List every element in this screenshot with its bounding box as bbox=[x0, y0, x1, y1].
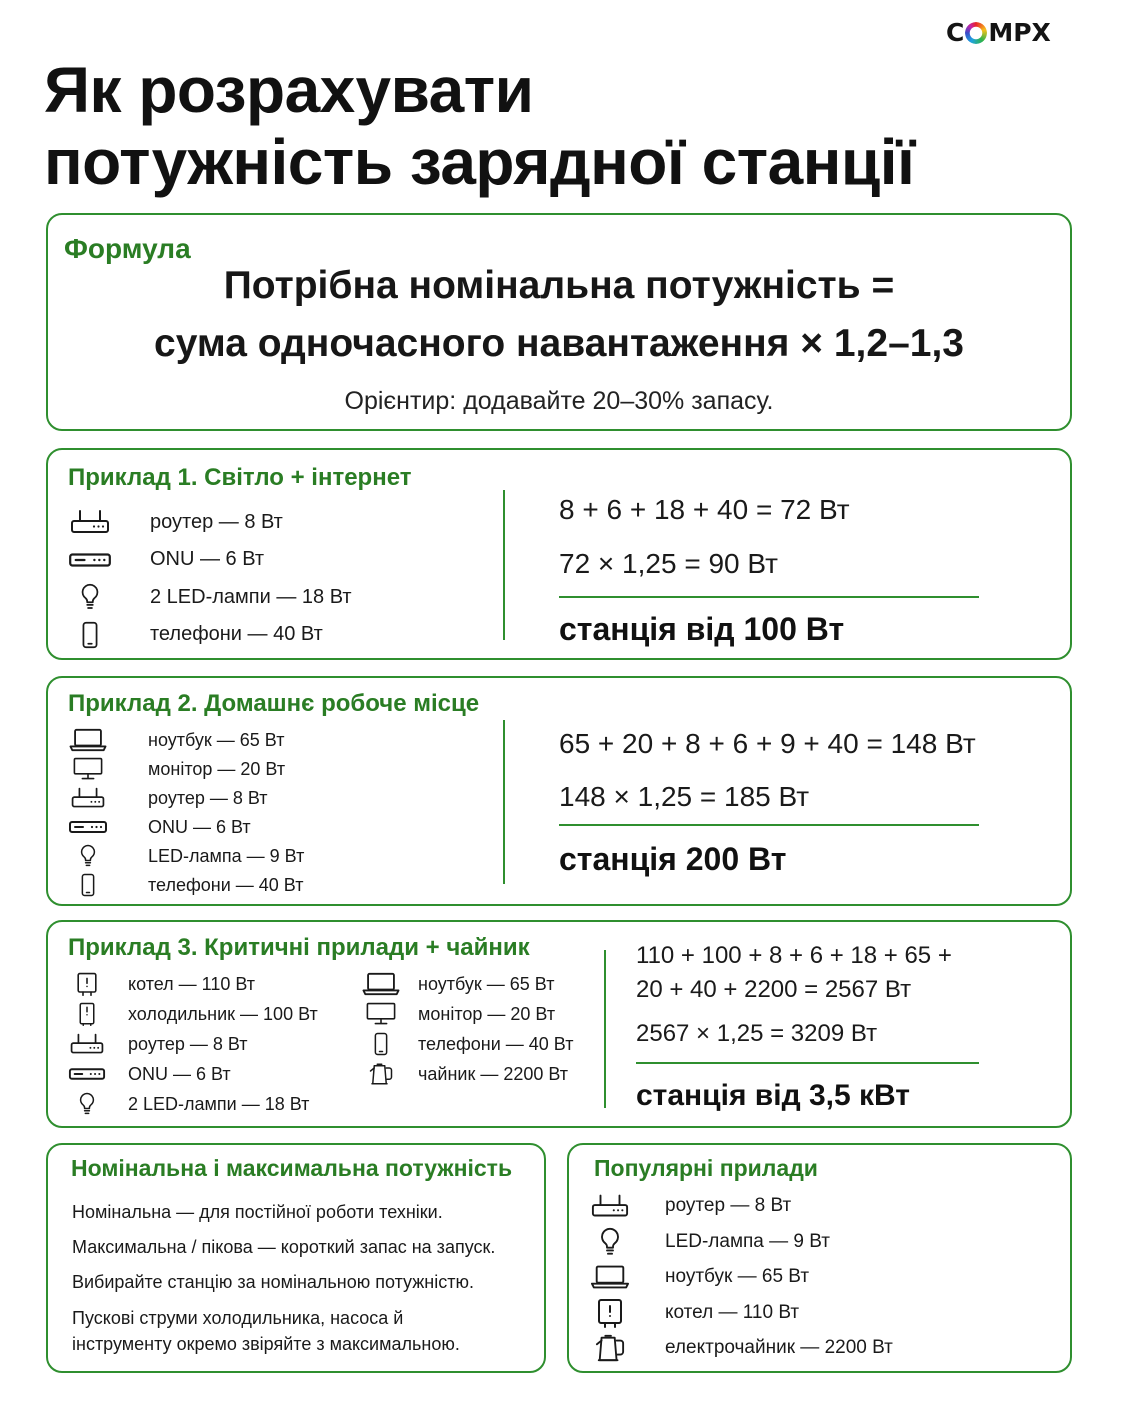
kettle-icon bbox=[591, 1333, 629, 1363]
example3-result-rule bbox=[636, 1062, 979, 1064]
example3-divider bbox=[604, 950, 606, 1108]
example2-card bbox=[46, 676, 1072, 906]
logo-ring-icon bbox=[965, 22, 987, 44]
device-label: телефони — 40 Вт bbox=[148, 874, 304, 895]
example1-card bbox=[46, 448, 1072, 660]
device-item bbox=[591, 1262, 809, 1292]
device-item bbox=[68, 844, 304, 868]
device-item bbox=[68, 815, 251, 839]
device-item bbox=[591, 1191, 791, 1221]
device-label: роутер — 8 Вт bbox=[665, 1195, 792, 1216]
nominal-text-3: Вибирайте станцію за номінальною потужністю. bbox=[72, 1272, 474, 1292]
device-item bbox=[68, 1062, 231, 1086]
bulb-icon bbox=[68, 583, 112, 611]
example2-result: станція 200 Вт bbox=[559, 841, 787, 877]
example1-sum: 8 + 6 + 18 + 40 = 72 Вт bbox=[559, 494, 850, 525]
device-item bbox=[68, 1032, 248, 1056]
example1-heading: Приклад 1. Світло + інтернет bbox=[68, 464, 412, 491]
device-item bbox=[591, 1298, 799, 1328]
bulb-icon bbox=[591, 1227, 629, 1257]
example1-divider bbox=[503, 490, 505, 640]
bulb-icon bbox=[68, 844, 108, 868]
device-item bbox=[68, 786, 268, 810]
example2-result-rule bbox=[559, 824, 979, 826]
nominal-text-1: Номінальна — для постійної роботи техніки. bbox=[72, 1202, 443, 1222]
device-label: 2 LED-лампи — 18 Вт bbox=[150, 585, 352, 608]
monitor-icon bbox=[68, 757, 108, 781]
formula-heading: Формула bbox=[64, 233, 191, 264]
device-label: 2 LED-лампи — 18 Вт bbox=[128, 1093, 310, 1114]
router-icon bbox=[68, 786, 108, 810]
example2-margin: 148 × 1,25 = 185 Вт bbox=[559, 781, 810, 812]
nominal-heading: Номінальна і максимальна потужність bbox=[71, 1155, 513, 1181]
example2-divider bbox=[503, 720, 505, 884]
phone-icon bbox=[68, 873, 108, 897]
example2-sum: 65 + 20 + 8 + 6 + 9 + 40 = 148 Вт bbox=[559, 728, 976, 759]
device-item bbox=[68, 508, 283, 536]
logo-text-end: MPX bbox=[988, 18, 1051, 47]
phone-icon bbox=[362, 1032, 400, 1056]
example3-card bbox=[46, 920, 1072, 1128]
nominal-text-2: Максимальна / пікова — короткий запас на запуск. bbox=[72, 1237, 496, 1257]
device-label: телефони — 40 Вт bbox=[418, 1033, 574, 1054]
device-label: ONU — 6 Вт bbox=[148, 816, 251, 837]
device-label: LED-лампа — 9 Вт bbox=[148, 845, 305, 866]
device-label: монітор — 20 Вт bbox=[148, 758, 286, 779]
example3-heading: Приклад 3. Критичні прилади + чайник bbox=[68, 934, 530, 961]
popular-heading: Популярні прилади bbox=[594, 1155, 818, 1181]
phone-icon bbox=[68, 621, 112, 649]
kettle-icon bbox=[362, 1062, 400, 1086]
bulb-icon bbox=[68, 1092, 106, 1116]
page-title-line1: Як розрахувати bbox=[44, 54, 534, 126]
compx-logo bbox=[946, 20, 1092, 46]
formula-line2: сума одночасного навантаження × 1,2–1,3 bbox=[154, 322, 964, 365]
device-label: ноутбук — 65 Вт bbox=[665, 1266, 810, 1287]
example1-result: станція від 100 Вт bbox=[559, 611, 845, 647]
device-item bbox=[362, 1062, 568, 1086]
device-item bbox=[68, 621, 323, 649]
page-title bbox=[44, 54, 914, 198]
router-icon bbox=[68, 1032, 106, 1056]
popular-card bbox=[567, 1143, 1072, 1373]
device-item bbox=[68, 583, 352, 611]
formula-note: Орієнтир: додавайте 20–30% запасу. bbox=[344, 387, 774, 415]
onu-icon bbox=[68, 815, 108, 839]
device-label: телефони — 40 Вт bbox=[150, 623, 323, 645]
device-label: монітор — 20 Вт bbox=[418, 1003, 556, 1024]
device-label: ONU — 6 Вт bbox=[150, 548, 265, 570]
device-label: ONU — 6 Вт bbox=[128, 1063, 231, 1084]
monitor-icon bbox=[362, 1002, 400, 1026]
device-label: LED-лампа — 9 Вт bbox=[665, 1230, 831, 1252]
fridge-icon bbox=[68, 1002, 106, 1026]
logo-text-start: C bbox=[946, 18, 965, 47]
device-label: котел — 110 Вт bbox=[665, 1301, 800, 1323]
device-item bbox=[68, 546, 264, 574]
device-item bbox=[68, 1092, 309, 1116]
device-label: холодильник — 100 Вт bbox=[128, 1003, 318, 1024]
example1-margin: 72 × 1,25 = 90 Вт bbox=[559, 548, 778, 579]
formula-card bbox=[46, 213, 1072, 431]
formula-line1: Потрібна номінальна потужність = bbox=[223, 264, 895, 307]
example3-margin: 2567 × 1,25 = 3209 Вт bbox=[636, 1020, 878, 1047]
device-label: роутер — 8 Вт bbox=[128, 1033, 248, 1054]
boiler-icon bbox=[68, 972, 106, 996]
device-item bbox=[362, 972, 554, 996]
nominal-text-4b: інструменту окремо звіряйте з максимальною. bbox=[72, 1334, 460, 1354]
device-label: ноутбук — 65 Вт bbox=[418, 973, 555, 994]
nominal-card bbox=[46, 1143, 546, 1373]
onu-icon bbox=[68, 546, 112, 574]
router-icon bbox=[68, 508, 112, 536]
device-label: електрочайник — 2200 Вт bbox=[665, 1337, 893, 1358]
device-item bbox=[591, 1333, 893, 1363]
onu-icon bbox=[68, 1062, 106, 1086]
device-label: ноутбук — 65 Вт bbox=[148, 729, 285, 750]
boiler-icon bbox=[591, 1298, 629, 1328]
device-label: роутер — 8 Вт bbox=[150, 510, 283, 533]
example3-sum-line2: 20 + 40 + 2200 = 2567 Вт bbox=[636, 976, 912, 1003]
device-item bbox=[68, 757, 285, 781]
device-item bbox=[591, 1227, 830, 1257]
laptop-icon bbox=[68, 728, 108, 752]
device-item bbox=[68, 972, 255, 996]
device-item bbox=[68, 1002, 318, 1026]
device-item bbox=[362, 1032, 573, 1056]
example2-heading: Приклад 2. Домашнє робоче місце bbox=[68, 690, 480, 717]
laptop-icon bbox=[591, 1262, 629, 1292]
nominal-text-4a: Пускові струми холодильника, насоса й bbox=[72, 1308, 404, 1328]
example3-result: станція від 3,5 кВт bbox=[636, 1079, 910, 1112]
device-label: роутер — 8 Вт bbox=[148, 787, 268, 808]
laptop-icon bbox=[362, 972, 400, 996]
example3-sum-line1: 110 + 100 + 8 + 6 + 18 + 65 + bbox=[636, 942, 952, 969]
device-item bbox=[68, 728, 284, 752]
page-title-line2: потужність зарядної станції bbox=[44, 126, 915, 198]
device-item bbox=[362, 1002, 555, 1026]
device-label: чайник — 2200 Вт bbox=[418, 1063, 569, 1084]
example1-result-rule bbox=[559, 596, 979, 598]
device-item bbox=[68, 873, 303, 897]
device-label: котел — 110 Вт bbox=[128, 973, 256, 994]
router-icon bbox=[591, 1191, 629, 1221]
